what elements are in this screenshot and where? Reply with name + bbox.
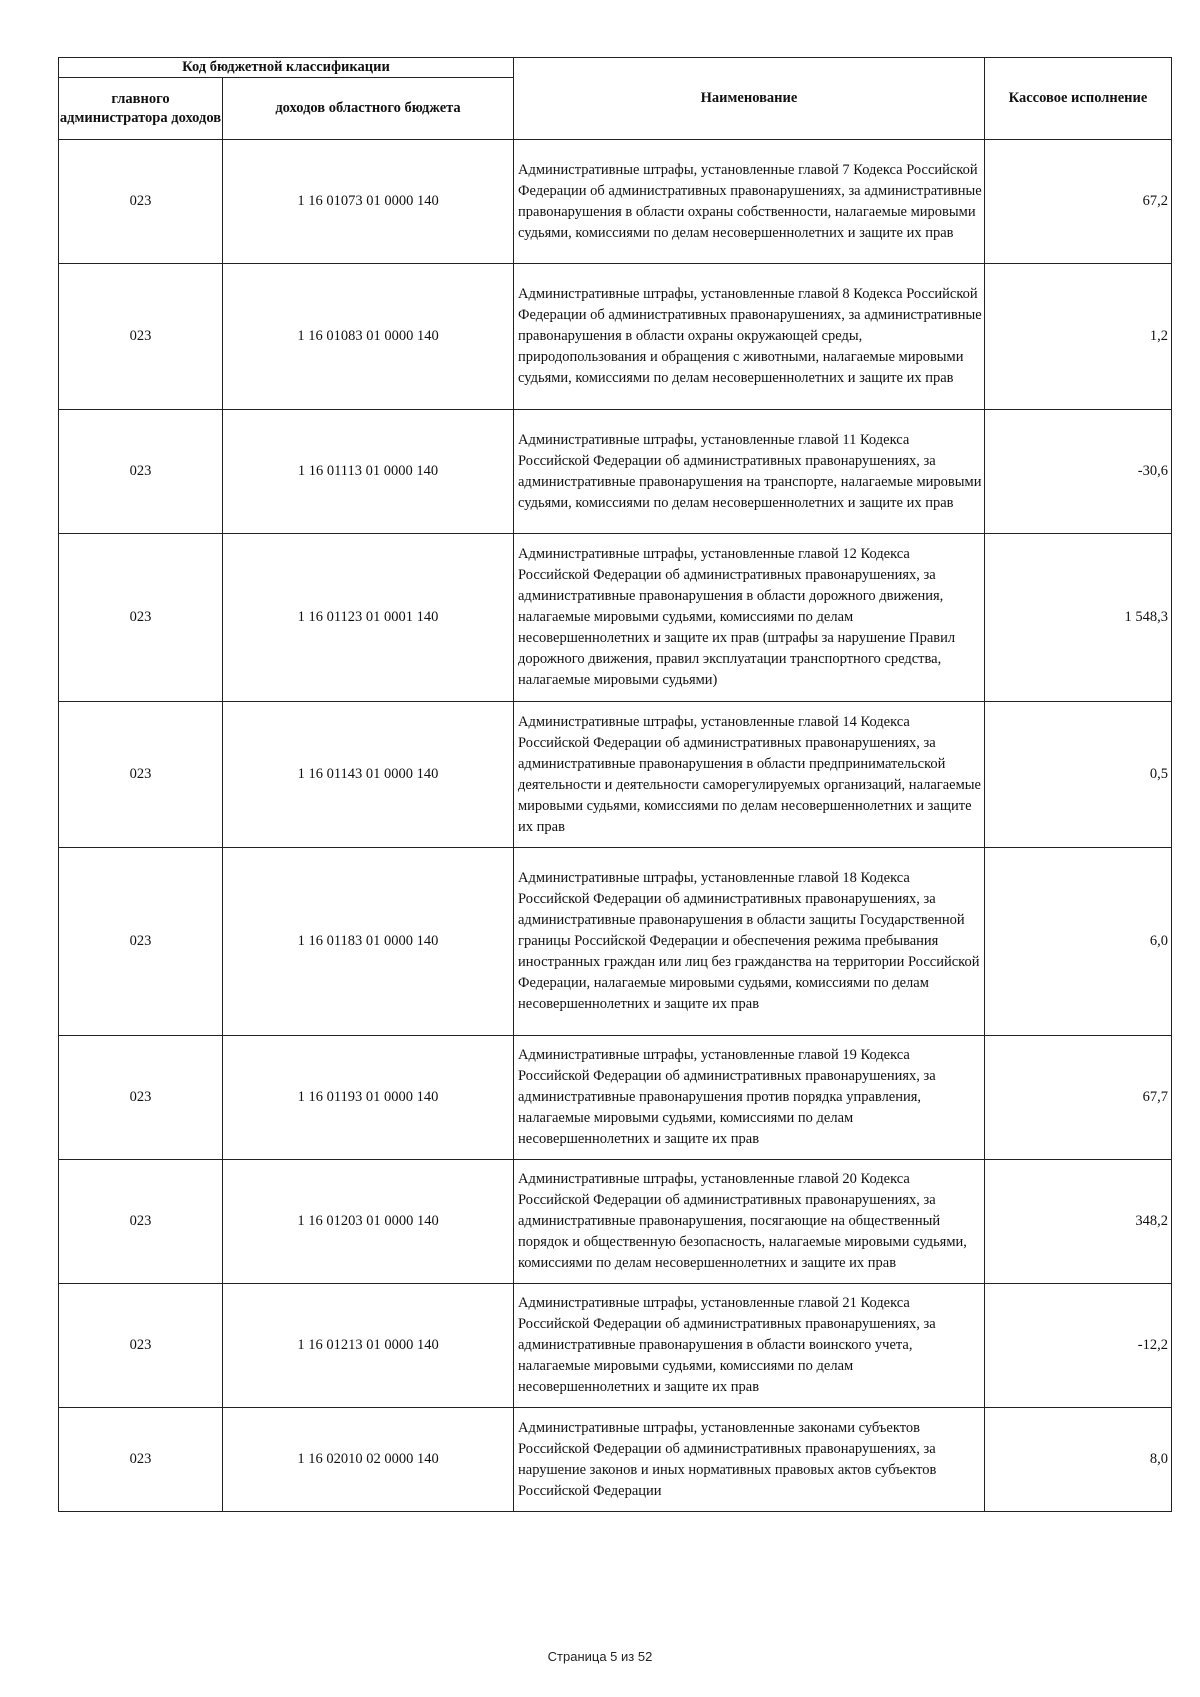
cell-admin-code: 023: [59, 848, 223, 1036]
cell-revenue-code: 1 16 01143 01 0000 140: [223, 702, 514, 848]
header-budget-code-group: Код бюджетной классификации: [59, 58, 514, 78]
cell-revenue-code: 1 16 01183 01 0000 140: [223, 848, 514, 1036]
table-row: [59, 534, 1172, 702]
cell-admin-code: 023: [59, 410, 223, 534]
cell-cash-execution: 67,7: [985, 1036, 1172, 1160]
cell-cash-execution: 6,0: [985, 848, 1172, 1036]
cell-name: Административные штрафы, установленные законами субъектов Российской Федерации об административных правонарушениях, за нарушение законов и иных нормативных правовых актов субъектов Российской Федерации: [514, 1408, 985, 1512]
table-row: [59, 1284, 1172, 1408]
cell-cash-execution: 8,0: [985, 1408, 1172, 1512]
table-row: [59, 702, 1172, 848]
cell-cash-execution: 348,2: [985, 1160, 1172, 1284]
table-row: [59, 1036, 1172, 1160]
table-row: [59, 1160, 1172, 1284]
cell-revenue-code: 1 16 01073 01 0000 140: [223, 140, 514, 264]
cell-revenue-code: 1 16 01113 01 0000 140: [223, 410, 514, 534]
budget-classification-table: [58, 57, 1172, 1512]
cell-revenue-code: 1 16 01123 01 0001 140: [223, 534, 514, 702]
cell-cash-execution: -12,2: [985, 1284, 1172, 1408]
cell-cash-execution: 1 548,3: [985, 534, 1172, 702]
cell-name: Административные штрафы, установленные главой 14 Кодекса Российской Федерации об административных правонарушениях, за административные правонарушения в области предпринимательской деятельности и деятельности саморегулируемых организаций, налагаемые мировыми судьями, комиссиями по делам несовершеннолетних и защите их прав: [514, 702, 985, 848]
table-row: [59, 848, 1172, 1036]
cell-admin-code: 023: [59, 1284, 223, 1408]
header-cash-execution: Кассовое исполнение: [985, 58, 1172, 140]
cell-revenue-code: 1 16 01193 01 0000 140: [223, 1036, 514, 1160]
cell-name: Административные штрафы, установленные главой 11 Кодекса Российской Федерации об административных правонарушениях, за административные правонарушения на транспорте, налагаемые мировыми судьями, комиссиями по делам несовершеннолетних и защите их прав: [514, 410, 985, 534]
header-name: Наименование: [514, 58, 985, 140]
cell-name: Административные штрафы, установленные главой 21 Кодекса Российской Федерации об административных правонарушениях, за административные правонарушения в области воинского учета, налагаемые мировыми судьями, комиссиями по делам несовершеннолетних и защите их прав: [514, 1284, 985, 1408]
cell-admin-code: 023: [59, 534, 223, 702]
cell-cash-execution: 67,2: [985, 140, 1172, 264]
cell-name: Административные штрафы, установленные главой 12 Кодекса Российской Федерации об административных правонарушениях, за административные правонарушения в области дорожного движения, налагаемые мировыми судьями, комиссиями по делам несовершеннолетних и защите их прав (штрафы за нарушение Правил дорожного движения, правил эксплуатации транспортного средства, налагаемые мировыми судьями): [514, 534, 985, 702]
cell-revenue-code: 1 16 01213 01 0000 140: [223, 1284, 514, 1408]
table-row: [59, 410, 1172, 534]
table-body: [59, 140, 1172, 1512]
table-row: [59, 140, 1172, 264]
cell-admin-code: 023: [59, 140, 223, 264]
cell-revenue-code: 1 16 02010 02 0000 140: [223, 1408, 514, 1512]
cell-admin-code: 023: [59, 702, 223, 848]
cell-name: Административные штрафы, установленные главой 20 Кодекса Российской Федерации об административных правонарушениях, за административные правонарушения, посягающие на общественный порядок и общественную безопасность, налагаемые мировыми судьями, комиссиями по делам несовершеннолетних и защите их прав: [514, 1160, 985, 1284]
cell-admin-code: 023: [59, 1036, 223, 1160]
header-regional-revenue-code: доходов областного бюджета: [223, 78, 514, 140]
cell-cash-execution: 1,2: [985, 264, 1172, 410]
cell-name: Административные штрафы, установленные главой 7 Кодекса Российской Федерации об административных правонарушениях, за административные правонарушения в области охраны собственности, налагаемые мировыми судьями, комиссиями по делам несовершеннолетних и защите их прав: [514, 140, 985, 264]
cell-cash-execution: -30,6: [985, 410, 1172, 534]
cell-admin-code: 023: [59, 264, 223, 410]
cell-name: Административные штрафы, установленные главой 18 Кодекса Российской Федерации об административных правонарушениях, за административные правонарушения в области защиты Государственной границы Российской Федерации и обеспечения режима пребывания иностранных граждан или лиц без гражданства на территории Российской Федерации, налагаемые мировыми судьями, комиссиями по делам несовершеннолетних и защите их прав: [514, 848, 985, 1036]
table-row: [59, 264, 1172, 410]
table-header-row: [59, 58, 1172, 78]
cell-name: Административные штрафы, установленные главой 19 Кодекса Российской Федерации об административных правонарушениях, за административные правонарушения против порядка управления, налагаемые мировыми судьями, комиссиями по делам несовершеннолетних и защите их прав: [514, 1036, 985, 1160]
cell-revenue-code: 1 16 01083 01 0000 140: [223, 264, 514, 410]
cell-name: Административные штрафы, установленные главой 8 Кодекса Российской Федерации об административных правонарушениях, за административные правонарушения в области охраны окружающей среды, природопользования и обращения с животными, налагаемые мировыми судьями, комиссиями по делам несовершеннолетних и защите их прав: [514, 264, 985, 410]
header-chief-administrator: главного администратора доходов: [59, 78, 223, 140]
cell-admin-code: 023: [59, 1160, 223, 1284]
table-row: [59, 1408, 1172, 1512]
cell-admin-code: 023: [59, 1408, 223, 1512]
cell-revenue-code: 1 16 01203 01 0000 140: [223, 1160, 514, 1284]
page-number: Страница 5 из 52: [547, 1649, 653, 1664]
cell-cash-execution: 0,5: [985, 702, 1172, 848]
